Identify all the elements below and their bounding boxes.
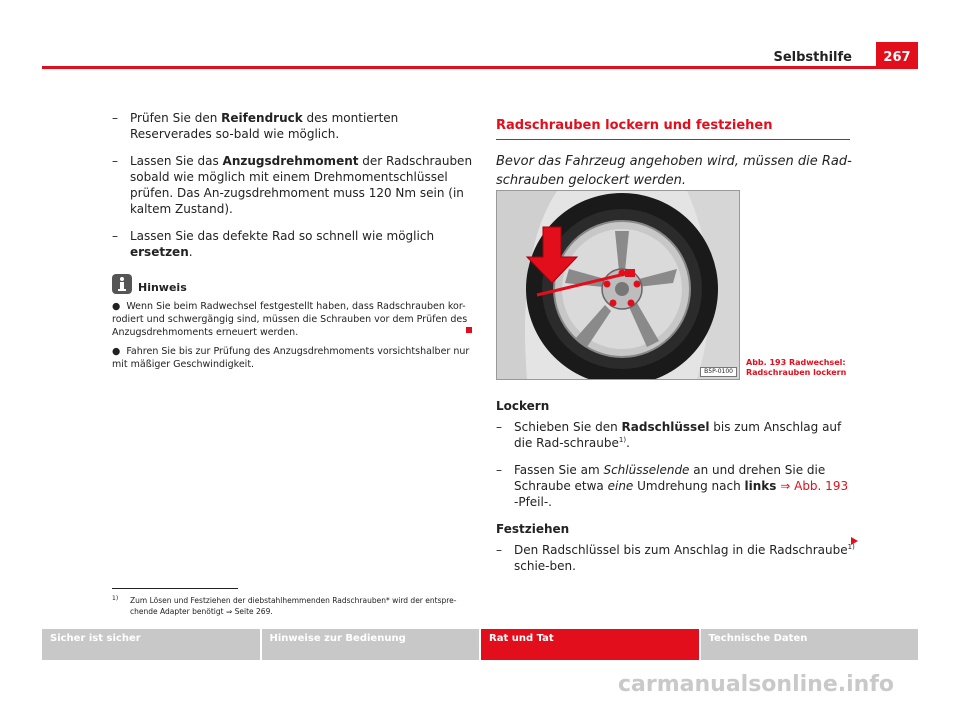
- note-text: Fahren Sie bis zur Prüfung des Anzugsdrehmoments vorsichtshalber nur mit mäßiger Geschwindigkeit.: [112, 346, 470, 370]
- dash-marker: –: [112, 229, 118, 243]
- nav-tab-sicher[interactable]: Sicher ist sicher: [42, 629, 260, 660]
- nav-tab-bedienung[interactable]: Hinweise zur Bedienung: [262, 629, 480, 660]
- step-italic: eine: [607, 479, 634, 493]
- figure-caption: [746, 358, 846, 378]
- section-end-marker: [466, 327, 472, 333]
- list-item: [112, 110, 474, 142]
- list-item: [112, 153, 474, 217]
- wheel-illustration: [497, 191, 739, 379]
- section-title: Radschrauben lockern und festziehen: [496, 118, 773, 133]
- step-text: schie-ben.: [514, 559, 576, 573]
- step-italic: Schlüsselende: [603, 463, 690, 477]
- item-text: Lassen Sie das: [130, 154, 223, 168]
- note-text: Wenn Sie beim Radwechsel festgestellt haben, dass Radschrauben kor-rodiert und schwergängig sind, müssen die Schrauben vor dem Prüfen des Anzugsdrehmoments erneuert werden.: [112, 301, 468, 338]
- dash-marker: –: [112, 111, 118, 125]
- nav-tab-technische-daten[interactable]: Technische Daten: [701, 629, 919, 660]
- footnote-text: Zum Lösen und Festziehen der diebstahlhemmenden Radschrauben* wird der entspre-chende Adapter benötigt ⇒ Seite 269.: [130, 596, 457, 616]
- step-text: .: [626, 436, 630, 450]
- header-rule: [42, 66, 918, 69]
- item-keyword: Reifendruck: [221, 111, 303, 125]
- list-item: [496, 419, 856, 451]
- step-keyword: Radschlüssel: [621, 420, 710, 434]
- step-text: Fassen Sie am: [514, 463, 604, 477]
- item-text: des montierten Reserverades so-bald wie möglich.: [130, 111, 399, 141]
- subheading-festziehen: Festziehen: [496, 522, 570, 536]
- footnote-rule: [112, 588, 238, 589]
- list-item: [496, 542, 856, 574]
- watermark: carmanualsonline.info: [618, 672, 894, 697]
- item-keyword: Anzugsdrehmoment: [222, 154, 359, 168]
- figure-reference-link[interactable]: ⇒ Abb. 193: [776, 479, 849, 493]
- item-text: der Radschrauben sobald wie möglich mit einem Drehmomentschlüssel prüfen. Das An-zugsdrehmoment muss 120 Nm sein (in kaltem Zustand).: [130, 154, 473, 216]
- dash-marker: –: [112, 154, 118, 168]
- footnote-ref: 1): [618, 436, 627, 444]
- item-keyword: ersetzen: [130, 245, 189, 259]
- list-item: [496, 462, 856, 510]
- item-text: .: [188, 245, 193, 259]
- footnote-mark: 1): [112, 595, 119, 602]
- continue-arrow-icon: [851, 537, 858, 545]
- bullet: ●: [112, 301, 121, 312]
- item-text: Prüfen Sie den: [130, 111, 222, 125]
- dash-marker: –: [496, 543, 502, 557]
- hinweis-heading: [112, 274, 474, 294]
- step-text: an und drehen Sie die Schraube etwa: [514, 463, 826, 493]
- left-column: [112, 110, 474, 377]
- page-number: 267: [876, 42, 918, 68]
- step-text: bis zum Anschlag auf die Rad-schraube: [514, 420, 842, 450]
- dash-marker: –: [496, 463, 502, 477]
- chapter-title: Selbsthilfe: [773, 50, 852, 65]
- step-text: Schieben Sie den: [514, 420, 622, 434]
- footnote-ref: 1): [847, 543, 855, 551]
- dash-marker: –: [496, 420, 502, 434]
- chapter-nav: [42, 629, 918, 660]
- list-item: [112, 228, 474, 260]
- hinweis-title: Hinweis: [138, 281, 187, 294]
- step-text: Den Radschlüssel bis zum Anschlag in die Radschraube: [514, 543, 848, 557]
- section-rule: [496, 139, 850, 140]
- wheel-figure: [496, 190, 740, 380]
- nav-tab-rat-und-tat[interactable]: Rat und Tat: [481, 629, 699, 660]
- caption-line: Radschrauben lockern: [746, 368, 847, 377]
- step-text: -Pfeil-.: [514, 495, 552, 509]
- instructions: [496, 398, 856, 585]
- step-text: Umdrehung nach: [633, 479, 745, 493]
- figure-code: B5P-0100: [700, 367, 737, 377]
- note-item: [112, 345, 474, 371]
- section-intro: Bevor das Fahrzeug angehoben wird, müssen die Rad-schrauben gelockert werden.: [496, 154, 852, 188]
- caption-line: Abb. 193 Radwechsel:: [746, 358, 846, 367]
- info-note-icon: [112, 274, 132, 294]
- item-text: Lassen Sie das defekte Rad so schnell wie möglich: [130, 229, 435, 243]
- note-item: [112, 300, 474, 339]
- bullet: ●: [112, 346, 121, 357]
- subheading-lockern: Lockern: [496, 399, 550, 413]
- footnote: [112, 595, 472, 617]
- step-keyword: links: [744, 479, 777, 493]
